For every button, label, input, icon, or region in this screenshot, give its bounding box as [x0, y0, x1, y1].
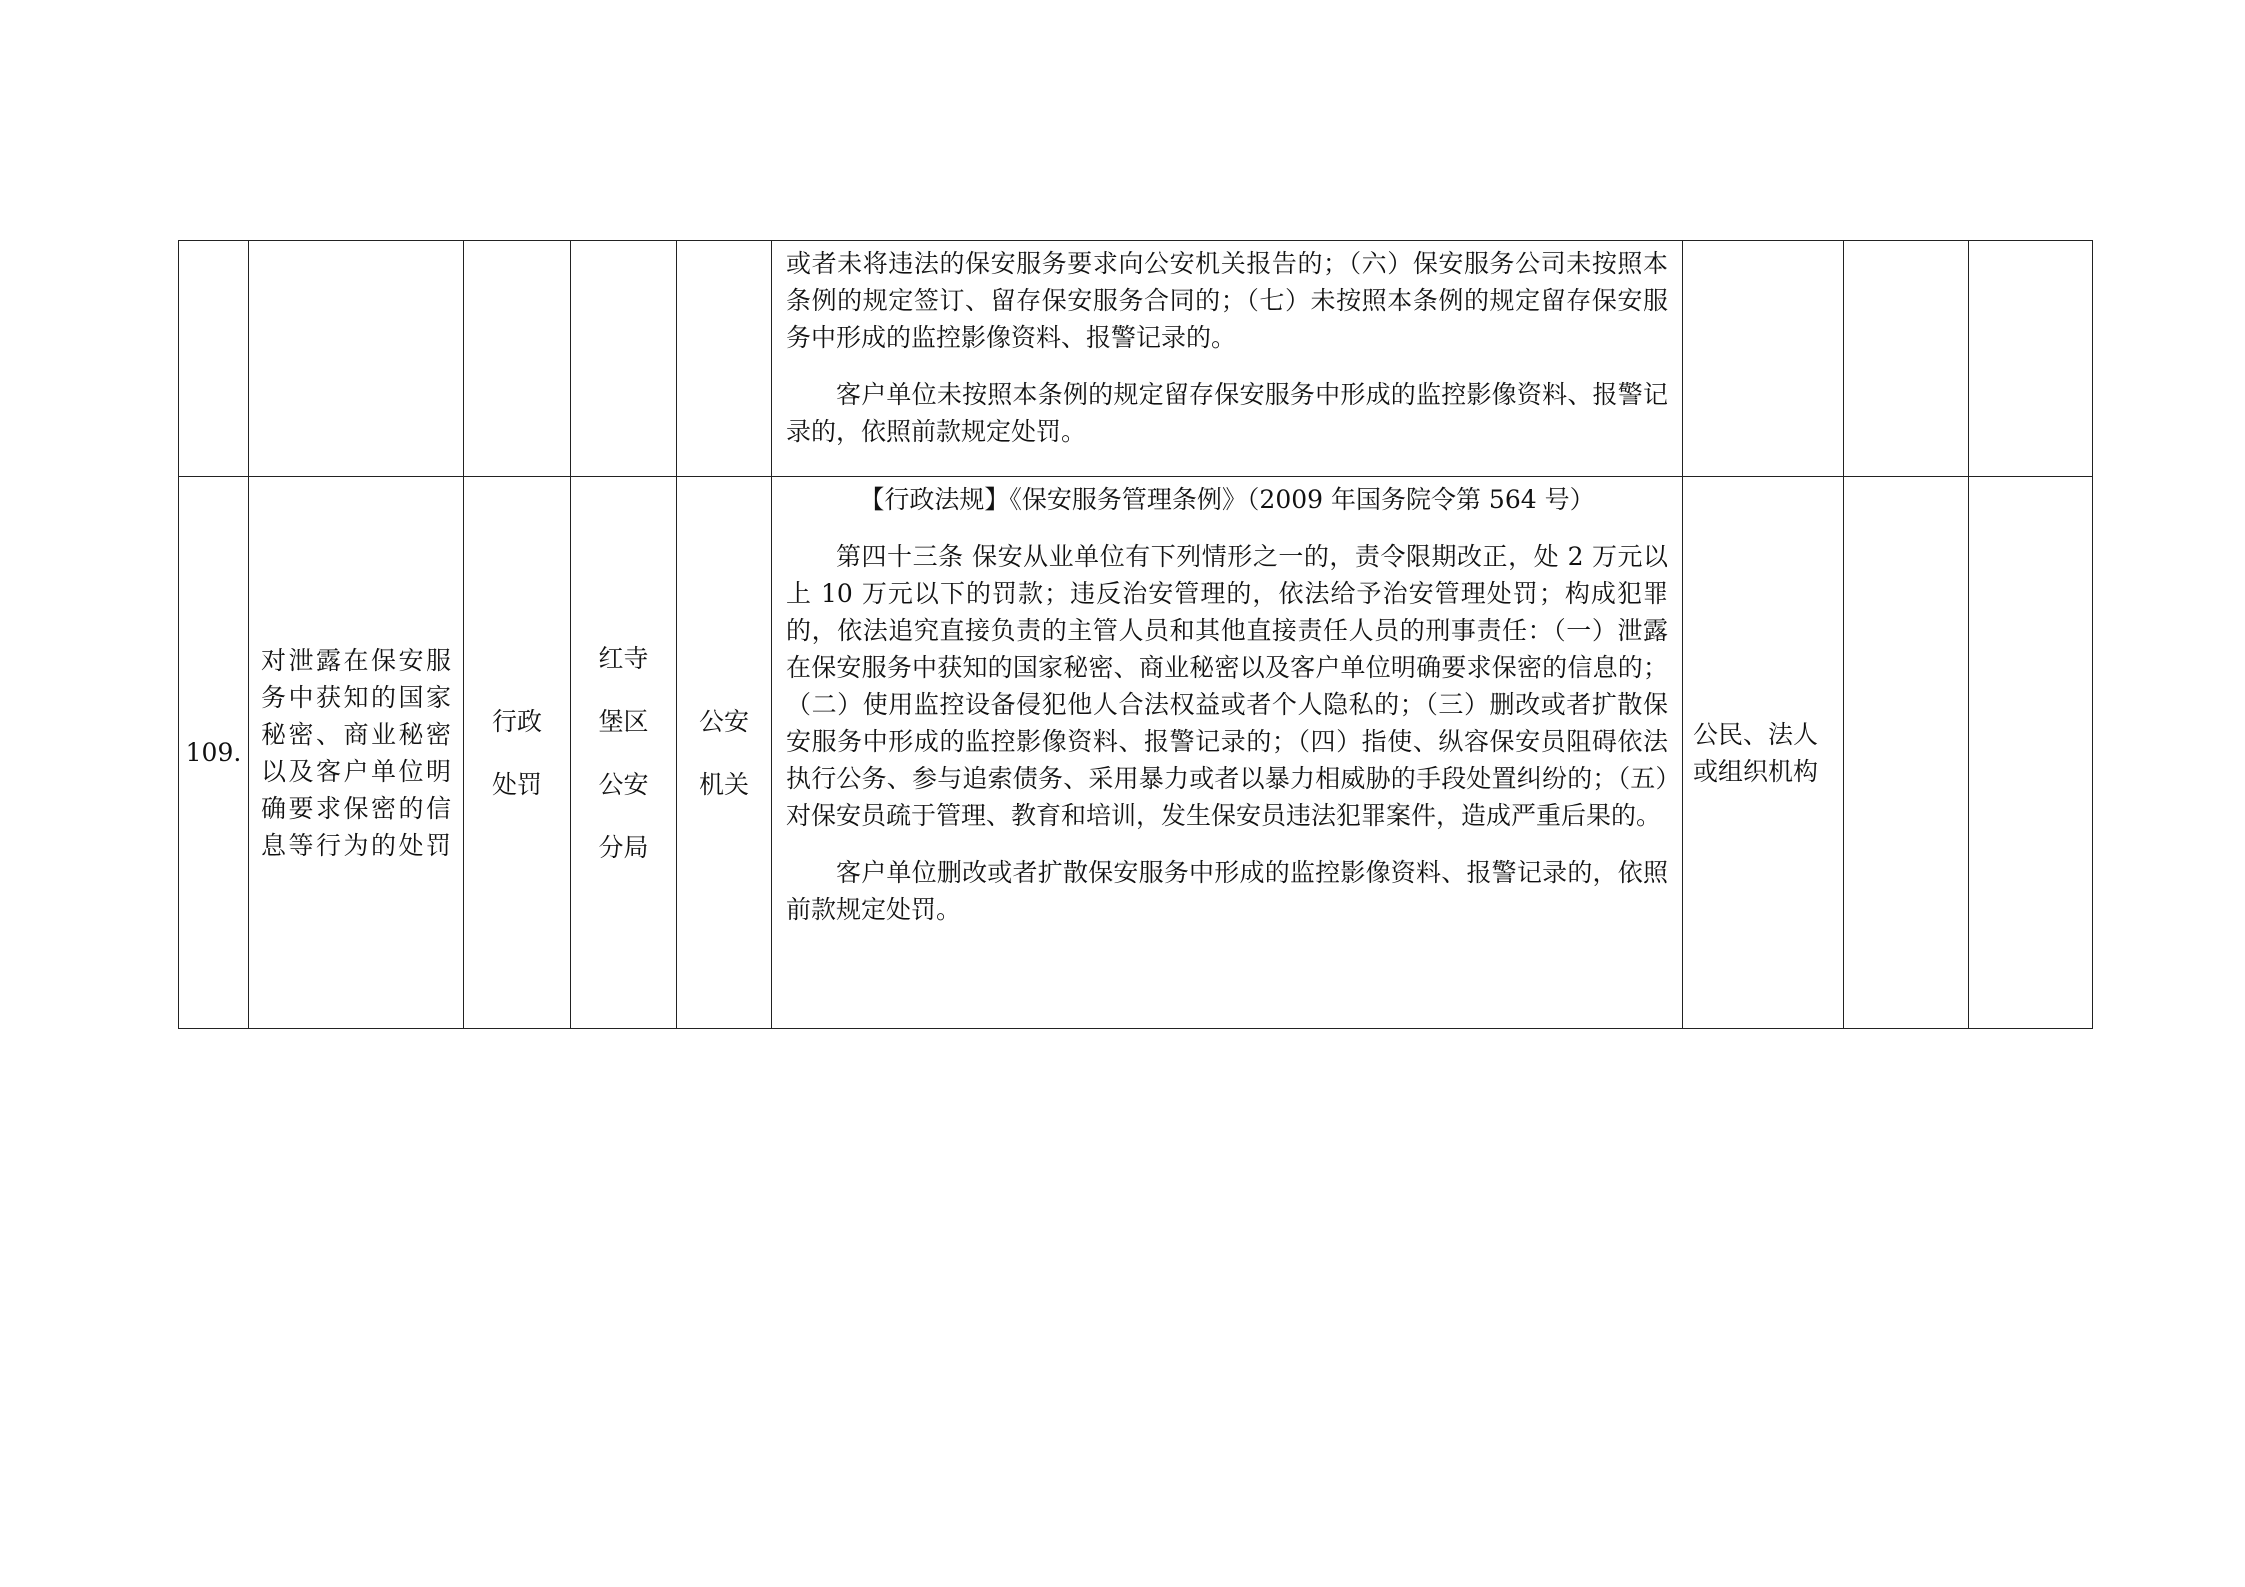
blank-cell: [1969, 241, 2093, 477]
subject: 公民、法人或组织机构: [1683, 477, 1844, 1029]
department-line: 公安: [598, 769, 649, 799]
legal-basis-cell: [772, 477, 1683, 1029]
department-cell: [571, 241, 677, 477]
authority: [677, 477, 772, 1029]
item-type-line: 行政: [491, 706, 542, 736]
authority-cell: [677, 241, 772, 477]
department-line: 堡区: [598, 706, 649, 736]
item-name-cell: [249, 241, 464, 477]
table-row-continuation: [179, 241, 2093, 477]
powers-list-table: [178, 240, 2093, 1029]
authority-line: 公安: [698, 706, 749, 736]
blank-cell: [1844, 241, 1969, 477]
authority-line: 机关: [698, 769, 749, 799]
department-line: 红寺: [598, 643, 649, 673]
item-type: [464, 477, 571, 1029]
legal-basis-cell: [772, 241, 1683, 477]
basis-paragraph: 或者未将违法的保安服务要求向公安机关报告的；（六）保安服务公司未按照本条例的规定签订、留存保安服务合同的；（七）未按照本条例的规定留存保安服务中形成的监控影像资料、报警记录的。: [786, 249, 1668, 352]
basis-paragraph: 第四十三条 保安从业单位有下列情形之一的，责令限期改正，处 2 万元以上 10 万元以下的罚款；违反治安管理的，依法给予治安管理处罚；构成犯罪的，依法追究直接负责的主管人员和其他直接责任人员的刑事责任：（一）泄露在保安服务中获知的国家秘密、商业秘密以及客户单位明确要求保密的信息的；（二）使用监控设备侵犯他人合法权益或者个人隐私的；（三）删改或者扩散保安服务中形成的监控影像资料、报警记录的；（四）指使、纵容保安员阻碍依法执行公务、参与追索债务、采用暴力或者以暴力相威胁的手段处置纠纷的；（五）对保安员疏于管理、教育和培训，发生保安员违法犯罪案件，造成严重后果的。: [786, 542, 1668, 830]
department: [571, 477, 677, 1029]
basis-paragraph: 客户单位未按照本条例的规定留存保安服务中形成的监控影像资料、报警记录的，依照前款规定处罚。: [786, 380, 1668, 446]
basis-paragraph: 客户单位删改或者扩散保安服务中形成的监控影像资料、报警记录的，依照前款规定处罚。: [786, 858, 1668, 924]
item-type-cell: [464, 241, 571, 477]
number-cell: [179, 241, 249, 477]
item-number: 109.: [179, 477, 249, 1029]
table-row-109: [179, 477, 2093, 1029]
blank-cell: [1969, 477, 2093, 1029]
department-line: 分局: [598, 832, 649, 862]
item-type-line: 处罚: [491, 769, 542, 799]
item-name: 对泄露在保安服务中获知的国家秘密、商业秘密以及客户单位明确要求保密的信息等行为的处罚: [249, 477, 464, 1029]
basis-heading: 【行政法规】《保安服务管理条例》（2009 年国务院令第 564 号）: [859, 485, 1595, 514]
subject-cell: [1683, 241, 1844, 477]
blank-cell: [1844, 477, 1969, 1029]
